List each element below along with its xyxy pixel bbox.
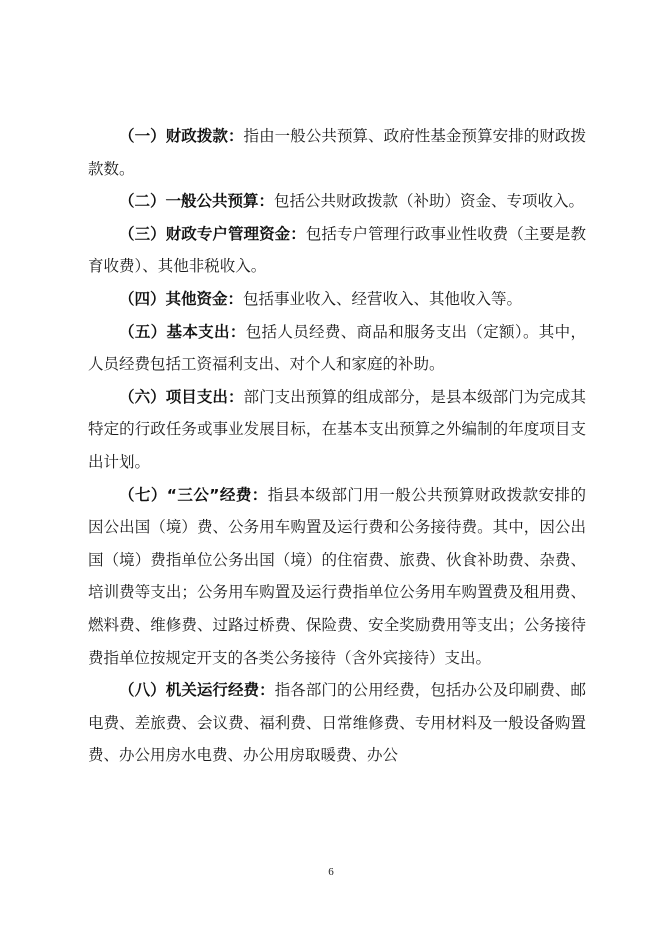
paragraph-agency-operating-expenses xyxy=(88,674,586,772)
term-other-funds: （四）其他资金： xyxy=(119,289,244,308)
definition-other-funds: 包括事业收入、经营收入、其他收入等。 xyxy=(243,289,523,308)
paragraph-three-public-expenses xyxy=(88,479,586,675)
term-project-expenditure: （六）项目支出： xyxy=(119,387,244,406)
term-agency-operating-expenses: （八）机关运行经费： xyxy=(119,681,275,700)
paragraph-basic-expenditure xyxy=(88,316,586,381)
paragraph-special-account-funds xyxy=(88,218,586,283)
term-fiscal-appropriation: （一）财政拨款： xyxy=(119,127,244,145)
term-general-public-budget: （二）一般公共预算： xyxy=(119,192,275,211)
paragraph-project-expenditure xyxy=(88,381,586,479)
paragraph-other-funds xyxy=(88,283,586,316)
paragraph-fiscal-appropriation xyxy=(88,120,586,185)
document-body xyxy=(88,120,586,772)
definition-general-public-budget: 包括公共财政拨款（补助）资金、专项收入。 xyxy=(274,192,585,211)
term-three-public-expenses: （七）“三公”经费： xyxy=(119,485,268,504)
definition-three-public-expenses: 指县本级部门用一般公共预算财政拨款安排的因公出国（境）费、公务用车购置及运行费和公务接待费。其中，因公出国（境）费指单位公务出国（境）的住宿费、旅费、伙食补助费、杂费、培训费等支出；公务用车购置及运行费指单位公务用车购置费及租用费、燃料费、维修费、过路过桥费、保险费、安全奖励费用等支出；公务接待费指单位按规定开支的各类公务接待（含外宾接待）支出。 xyxy=(88,485,586,667)
definition-agency-operating-expenses: 指各部门的公用经费，包括办公及印刷费、邮电费、差旅费、会议费、福利费、日常维修费、专用材料及一般设备购置费、办公用房水电费、办公用房取暖费、办公 xyxy=(88,681,586,765)
definition-special-account-funds: 包括专户管理行政事业性收费（主要是教育收费）、其他非税收入。 xyxy=(88,224,586,276)
definition-project-expenditure: 部门支出预算的组成部分，是县本级部门为完成其特定的行政任务或事业发展目标，在基本支出预算之外编制的年度项目支出计划。 xyxy=(88,387,586,471)
page-number: 6 xyxy=(328,866,334,878)
term-basic-expenditure: （五）基本支出： xyxy=(119,322,246,341)
term-special-account-funds: （三）财政专户管理资金： xyxy=(119,224,306,243)
definition-fiscal-appropriation: 指由一般公共预算、政府性基金预算安排的财政拨款数。 xyxy=(88,127,586,178)
definition-basic-expenditure: 包括人员经费、商品和服务支出（定额）。其中，人员经费包括工资福利支出、对个人和家庭的补助。 xyxy=(88,322,586,374)
paragraph-general-public-budget xyxy=(88,185,586,218)
